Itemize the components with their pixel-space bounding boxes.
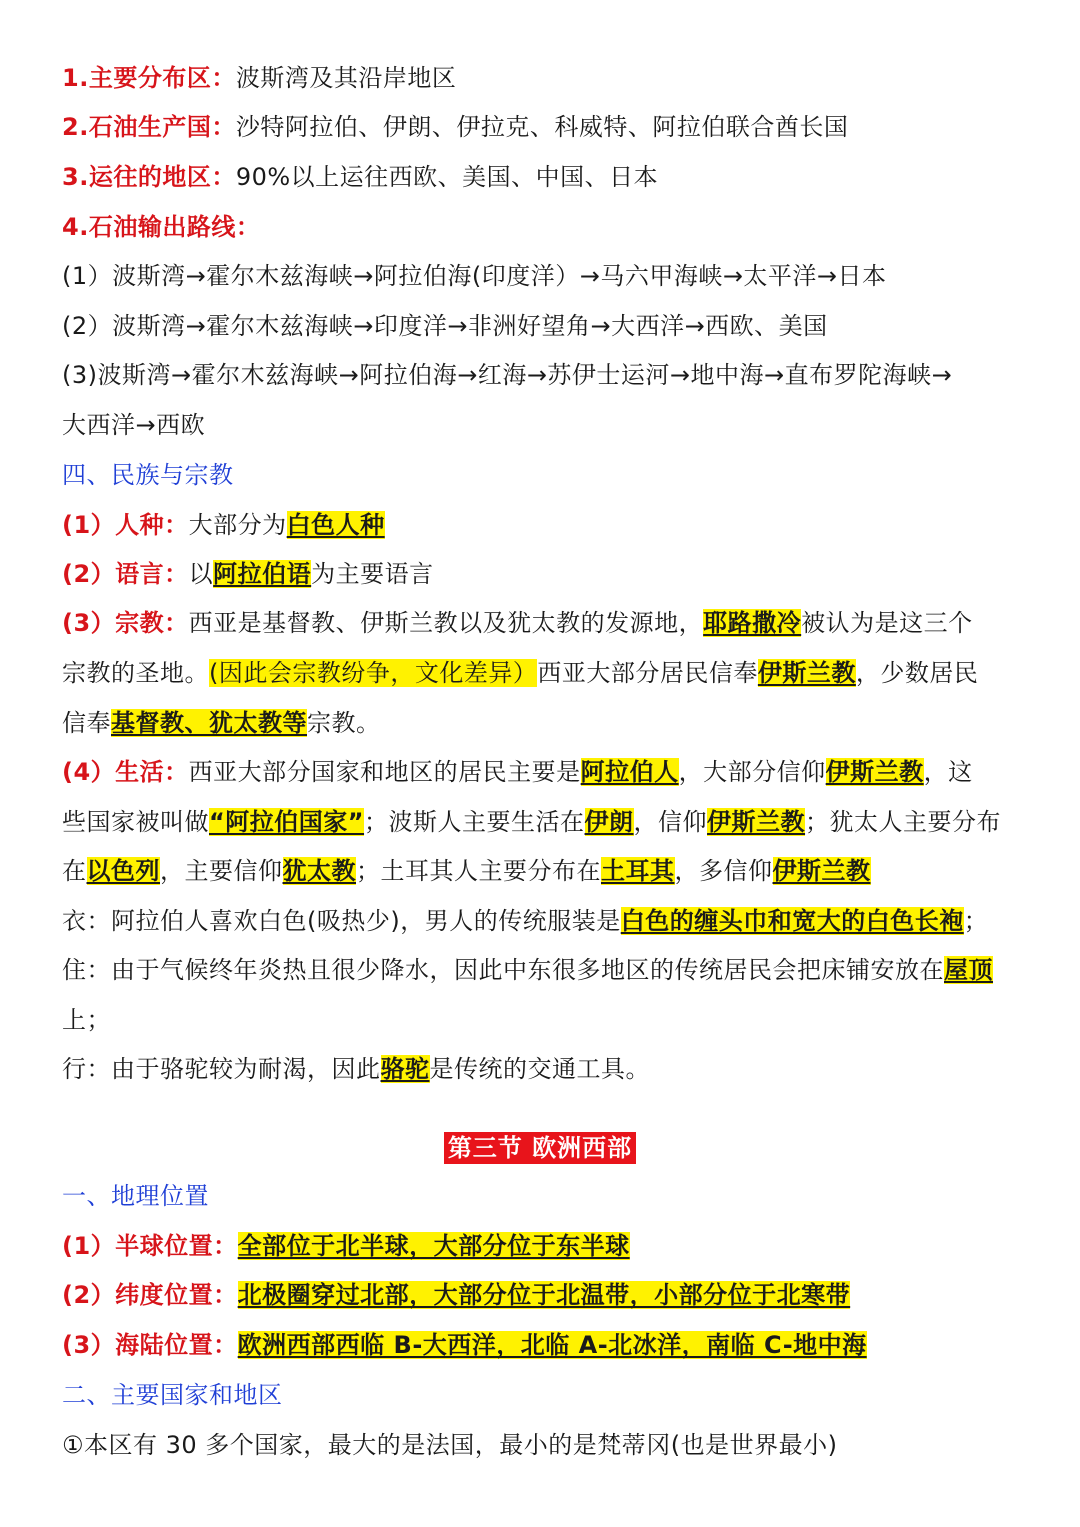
life-text-11: ，多信仰	[674, 857, 773, 885]
israel-highlight: 以色列	[86, 857, 160, 885]
housing-line-2: 上；	[62, 1006, 111, 1034]
religion-text-6: 信奉	[62, 709, 111, 737]
clothing-line	[62, 906, 1040, 936]
life-text-6: ，信仰	[633, 808, 708, 836]
religion-text-7: 宗教。	[307, 709, 381, 737]
life-text-3: ，这	[923, 758, 973, 786]
sea-land-highlight: 欧洲西部西临 B-大西洋，北临 A-北冰洋，南临 C-地中海	[237, 1331, 867, 1359]
life-line-3	[62, 856, 1040, 886]
clothing-text-1: 衣：阿拉伯人喜欢白色(吸热少)，男人的传统服装是	[62, 907, 621, 935]
travel-text-2: 是传统的交通工具。	[429, 1055, 650, 1083]
oil-destination-text: 90%以上运往西欧、美国、中国、日本	[235, 163, 659, 191]
language-text-1: 以	[188, 560, 214, 588]
life-text-4: 些国家被叫做	[62, 808, 209, 836]
islam-highlight: 伊斯兰教	[757, 659, 856, 687]
life-text-1: 西亚大部分国家和地区的居民主要是	[188, 758, 581, 786]
ethnicity-religion-heading: 四、民族与宗教	[62, 461, 234, 489]
arab-countries-highlight: “阿拉伯国家”	[209, 808, 365, 836]
race-label: (1）人种：	[62, 511, 189, 539]
religion-text-1: 西亚是基督教、伊斯兰教以及犹太教的发源地，	[188, 609, 704, 637]
language-text-2: 为主要语言	[311, 560, 434, 588]
oil-distribution-text: 波斯湾及其沿岸地区	[235, 64, 457, 92]
oil-distribution-label: 1.主要分布区：	[62, 64, 236, 92]
religion-line-2	[62, 658, 1040, 688]
life-text-7: ；犹太人主要分布	[805, 808, 1002, 836]
latitude-line	[62, 1280, 1040, 1310]
life-line-2	[62, 807, 1040, 837]
route-2: (2）波斯湾→霍尔木兹海峡→印度洋→非洲好望角→大西洋→西欧、美国	[62, 312, 828, 340]
life-text-5: ；波斯人主要生活在	[364, 808, 585, 836]
travel-line	[62, 1054, 1040, 1084]
life-text-8: 在	[62, 857, 87, 885]
hemisphere-label: (1）半球位置：	[62, 1232, 238, 1260]
oil-destination-label: 3.运往的地区：	[62, 163, 236, 191]
turkey-highlight: 土耳其	[601, 857, 675, 885]
language-line	[62, 559, 1040, 589]
housing-text-1: 住：由于气候终年炎热且很少降水，因此中东很多地区的传统居民会把床铺安放在	[62, 956, 944, 984]
route-1: (1）波斯湾→霍尔木兹海峡→阿拉伯海(印度洋）→马六甲海峡→太平洋→日本	[62, 262, 887, 290]
arabs-highlight: 阿拉伯人	[580, 758, 679, 786]
language-label: (2）语言：	[62, 560, 189, 588]
christianity-judaism-highlight: 基督教、犹太教等	[111, 709, 307, 737]
sea-land-line	[62, 1330, 1040, 1360]
islam-highlight-2: 伊斯兰教	[825, 758, 924, 786]
iran-highlight: 伊朗	[584, 808, 634, 836]
life-text-9: ，主要信仰	[160, 857, 283, 885]
religion-text-5: ，少数居民	[855, 659, 979, 687]
housing-line	[62, 955, 1040, 985]
jerusalem-highlight: 耶路撒冷	[703, 609, 802, 637]
sea-land-label: (3）海陆位置：	[62, 1331, 238, 1359]
oil-producers-label: 2.石油生产国：	[62, 113, 236, 141]
race-highlight: 白色人种	[286, 511, 385, 539]
oil-routes-label: 4.石油输出路线：	[62, 213, 261, 241]
islam-highlight-4: 伊斯兰教	[772, 857, 871, 885]
oil-destination-line	[62, 162, 1040, 192]
section-title: 第三节 欧洲西部	[444, 1132, 636, 1164]
life-text-10: ；土耳其人主要分布在	[356, 857, 601, 885]
latitude-label: (2）纬度位置：	[62, 1281, 238, 1309]
clothing-text-2: ；	[963, 907, 989, 935]
clothing-highlight: 白色的缠头巾和宽大的白色长袍	[620, 907, 964, 935]
religion-text-4: 西亚大部分居民信奉	[537, 659, 758, 687]
race-text: 大部分为	[188, 511, 287, 539]
route-3-part-2: 大西洋→西欧	[62, 411, 206, 439]
hemisphere-highlight: 全部位于北半球，大部分位于东半球	[237, 1232, 630, 1260]
religion-text-2: 被认为是这三个	[801, 609, 973, 637]
life-line-1	[62, 757, 1040, 787]
race-line	[62, 510, 1040, 540]
language-highlight: 阿拉伯语	[213, 560, 312, 588]
travel-text-1: 行：由于骆驼较为耐渴，因此	[62, 1055, 381, 1083]
oil-producers-text: 沙特阿拉伯、伊朗、伊拉克、科威特、阿拉伯联合酋长国	[235, 113, 849, 141]
rooftop-highlight: 屋顶	[944, 956, 993, 984]
hemisphere-line	[62, 1231, 1040, 1261]
geo-location-heading: 一、地理位置	[62, 1182, 209, 1210]
countries-heading: 二、主要国家和地区	[62, 1381, 283, 1409]
route-3-part-1: (3)波斯湾→霍尔木兹海峡→阿拉伯海→红海→苏伊士运河→地中海→直布罗陀海峡→	[62, 361, 953, 389]
camel-highlight: 骆驼	[380, 1055, 430, 1083]
countries-line: ①本区有 30 多个国家，最大的是法国，最小的是梵蒂冈(也是世界最小)	[62, 1431, 838, 1459]
religion-text-3: 宗教的圣地。	[62, 659, 209, 687]
oil-routes-heading	[62, 212, 1040, 242]
latitude-highlight: 北极圈穿过北部，大部分位于北温带，小部分位于北寒带	[237, 1281, 851, 1309]
life-text-2: ，大部分信仰	[678, 758, 826, 786]
islam-highlight-3: 伊斯兰教	[707, 808, 806, 836]
oil-producers-line	[62, 112, 1040, 142]
life-label: (4）生活：	[62, 758, 189, 786]
religion-label: (3）宗教：	[62, 609, 189, 637]
religion-note: (因此会宗教纷争，文化差异）	[209, 659, 538, 687]
religion-line-1	[62, 608, 1040, 638]
judaism-highlight: 犹太教	[282, 857, 356, 885]
religion-line-3	[62, 708, 1040, 738]
oil-distribution-line	[62, 63, 1040, 93]
